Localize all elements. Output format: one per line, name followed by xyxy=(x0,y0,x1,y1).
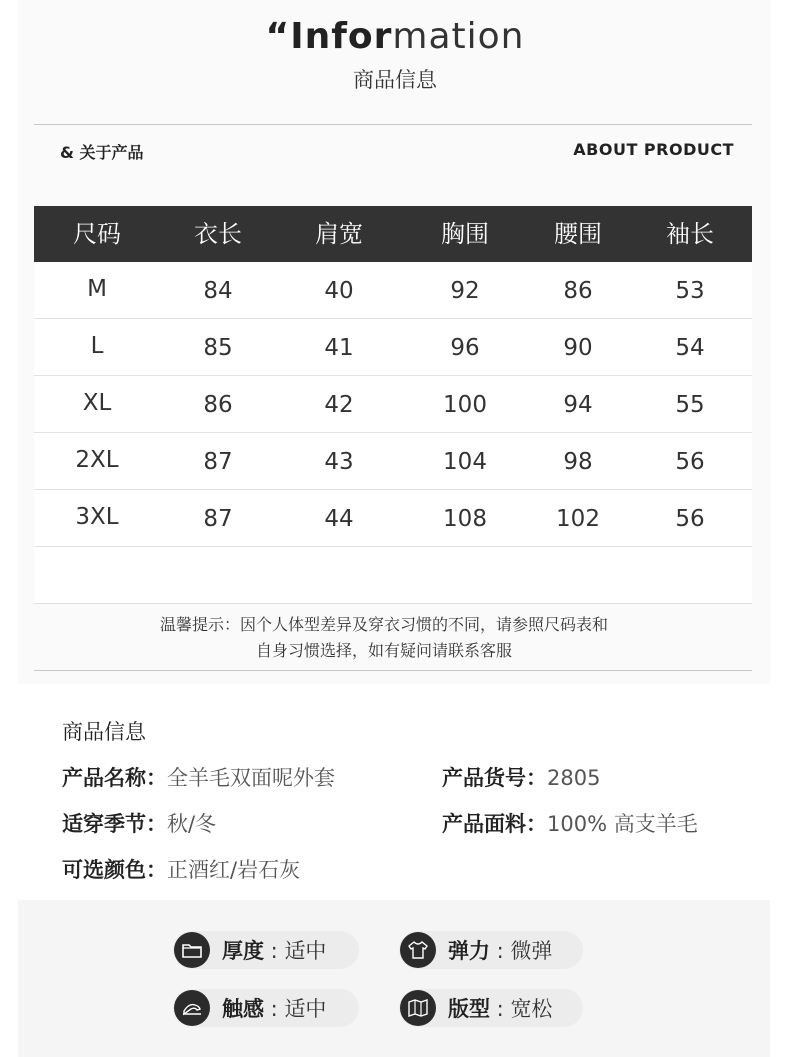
tip-line-2: 自身习惯选择，如有疑问请联系客服 xyxy=(255,641,512,660)
cell: 86 xyxy=(203,392,233,418)
cell: 96 xyxy=(450,335,480,361)
cell: 104 xyxy=(443,449,487,475)
col-shoulder: 肩宽 xyxy=(315,220,363,248)
attribute-elasticity xyxy=(399,931,583,969)
divider xyxy=(34,124,752,125)
attribute-key: 触感 xyxy=(222,997,264,1021)
attribute-thickness xyxy=(173,931,359,969)
col-chest: 胸围 xyxy=(441,220,489,248)
col-length: 衣长 xyxy=(194,220,242,248)
cell: 40 xyxy=(324,278,354,304)
cell: 55 xyxy=(675,392,705,418)
table-row xyxy=(34,490,752,547)
cell-size: XL xyxy=(82,390,112,416)
attribute-key: 弹力 xyxy=(448,939,490,963)
cell-size: M xyxy=(87,276,107,302)
section-label-cn: & 关于产品 xyxy=(60,143,144,162)
cell: 98 xyxy=(563,449,593,475)
col-size: 尺码 xyxy=(73,220,121,248)
cell: 84 xyxy=(203,278,233,304)
cell: 42 xyxy=(324,392,354,418)
attribute-value: 微弹 xyxy=(510,939,553,963)
attribute-value: 适中 xyxy=(284,997,327,1021)
quote-mark: “ xyxy=(265,16,291,57)
attribute-text: 触感 : 适中 xyxy=(222,997,327,1021)
product-colors-value: 正酒红/岩石灰 xyxy=(167,858,301,882)
shirt-icon xyxy=(400,932,436,968)
cell: 41 xyxy=(324,335,354,361)
col-sleeve: 袖长 xyxy=(666,220,714,248)
cell: 54 xyxy=(675,335,705,361)
cell: 94 xyxy=(563,392,593,418)
product-season xyxy=(62,808,216,838)
cell: 86 xyxy=(563,278,593,304)
tip-line-1: 温馨提示：因个人体型差异及穿衣习惯的不同，请参照尺码表和 xyxy=(159,615,608,634)
folder-icon xyxy=(174,932,210,968)
cell-size: L xyxy=(90,333,104,359)
table-row xyxy=(34,319,752,376)
cell: 85 xyxy=(203,335,233,361)
product-info-title: 商品信息 xyxy=(62,720,146,744)
product-name-key: 产品名称： xyxy=(62,766,167,790)
table-row xyxy=(34,262,752,319)
attribute-touch xyxy=(173,989,359,1027)
product-name xyxy=(62,762,335,792)
cell: 43 xyxy=(324,449,354,475)
divider xyxy=(34,670,752,671)
cell: 56 xyxy=(675,506,705,532)
page-subtitle: 商品信息 xyxy=(353,68,437,92)
cell-size: 3XL xyxy=(75,504,119,530)
attributes-panel xyxy=(18,900,770,1057)
attribute-text: 厚度 : 适中 xyxy=(222,939,327,963)
table-row-empty xyxy=(34,547,752,604)
attribute-key: 版型 xyxy=(448,997,490,1021)
cell: 44 xyxy=(324,506,354,532)
cell: 56 xyxy=(675,449,705,475)
attribute-value: 适中 xyxy=(284,939,327,963)
cell: 100 xyxy=(443,392,487,418)
product-fabric-key: 产品面料： xyxy=(442,812,547,836)
cell: 90 xyxy=(563,335,593,361)
product-sku-value: 2805 xyxy=(547,766,601,790)
attribute-text: 版型 : 宽松 xyxy=(448,997,553,1021)
page-title-en xyxy=(0,14,790,60)
attribute-text: 弹力 : 微弹 xyxy=(448,939,553,963)
cell: 92 xyxy=(450,278,480,304)
section-label-en: ABOUT PRODUCT xyxy=(573,140,734,159)
product-season-value: 秋/冬 xyxy=(167,812,217,836)
table-row xyxy=(34,433,752,490)
attribute-fit xyxy=(399,989,583,1027)
title-light: mation xyxy=(392,16,525,57)
cell: 102 xyxy=(556,506,600,532)
title-bold: Infor xyxy=(290,16,393,57)
cell-size: 2XL xyxy=(75,447,119,473)
cell: 108 xyxy=(443,506,487,532)
table-row xyxy=(34,376,752,433)
attribute-value: 宽松 xyxy=(510,997,553,1021)
product-colors-key: 可选颜色： xyxy=(62,858,167,882)
fabric-icon xyxy=(174,990,210,1026)
table-header xyxy=(34,206,752,262)
product-fabric xyxy=(442,808,698,838)
product-fabric-value: 100% 高支羊毛 xyxy=(547,812,698,836)
product-sku-key: 产品货号： xyxy=(442,766,547,790)
cell: 53 xyxy=(675,278,705,304)
size-table xyxy=(34,206,752,604)
cell: 87 xyxy=(203,506,233,532)
col-waist: 腰围 xyxy=(554,220,602,248)
product-sku xyxy=(442,762,600,792)
cell: 87 xyxy=(203,449,233,475)
size-tip xyxy=(0,612,768,664)
product-season-key: 适穿季节： xyxy=(62,812,167,836)
product-name-value: 全羊毛双面呢外套 xyxy=(167,766,335,790)
book-icon xyxy=(400,990,436,1026)
attribute-key: 厚度 xyxy=(222,939,264,963)
product-colors xyxy=(62,854,300,884)
